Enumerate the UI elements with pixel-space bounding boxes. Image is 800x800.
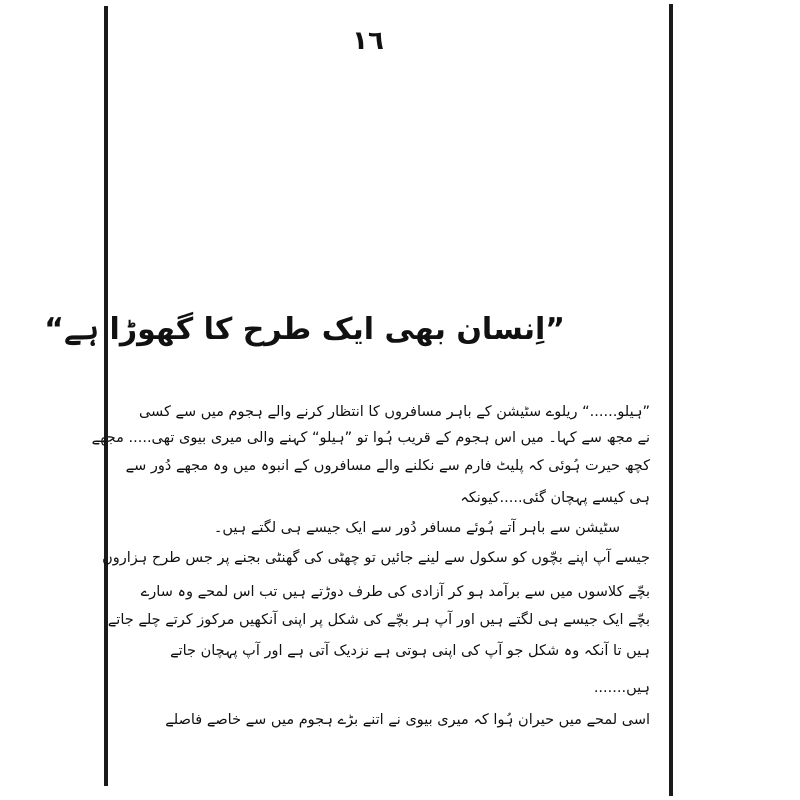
text-line-2: نے مجھ سے کہا۔ میں اس ہجوم کے قریب ہُوا تو ”ہیلو“ کہنے والی میری بیوی تھی..... مجھے [91,430,650,446]
text-line-4: ہی کیسے پہچان گئی.....کیونکہ [460,490,650,506]
page-border-left [104,6,108,786]
text-line-3: کچھ حیرت ہُوئی کہ پلیٹ فارم سے نکلنے والے مسافروں کے انبوہ میں وہ مجھے دُور سے [125,458,650,474]
chapter-title: ”اِنسان بھی ایک طرح کا گھوڑا ہے“ [44,312,565,347]
text-line-9: ہیں تا آنکہ وہ شکل جو آپ کی اپنی ہوتی ہے نزدیک آتی ہے اور آپ پہچان جاتے [170,643,650,659]
text-line-7: بچّے کلاسوں میں سے برآمد ہو کر آزادی کی طرف دوڑتے ہیں تب اس لمحے وہ سارے [140,584,650,600]
text-line-6: جیسے آپ اپنے بچّوں کو سکول سے لینے جائیں تو چھٹی کی گھنٹی بجنے پر جس طرح ہزاروں [102,550,650,566]
text-line-5: سٹیشن سے باہر آتے ہُوئے مسافر دُور سے ایک جیسے ہی لگتے ہیں۔ [213,520,620,536]
text-line-8: بچّے ایک جیسے ہی لگتے ہیں اور آپ ہر بچّے کی شکل پر اپنی آنکھیں مرکوز کرتے چلے جاتے [107,612,650,628]
page-number: ١٦ [352,26,384,56]
text-line-11: اسی لمحے میں حیران ہُوا کہ میری بیوی نے اتنے بڑے ہجوم میں سے خاصے فاصلے [165,712,650,728]
page-border-right [669,4,673,796]
text-line-1: ”ہیلو......“ ریلوے سٹیشن کے باہر مسافروں کا انتظار کرنے والے ہجوم میں سے کسی [138,404,650,420]
text-line-10: ہیں....... [593,680,650,696]
